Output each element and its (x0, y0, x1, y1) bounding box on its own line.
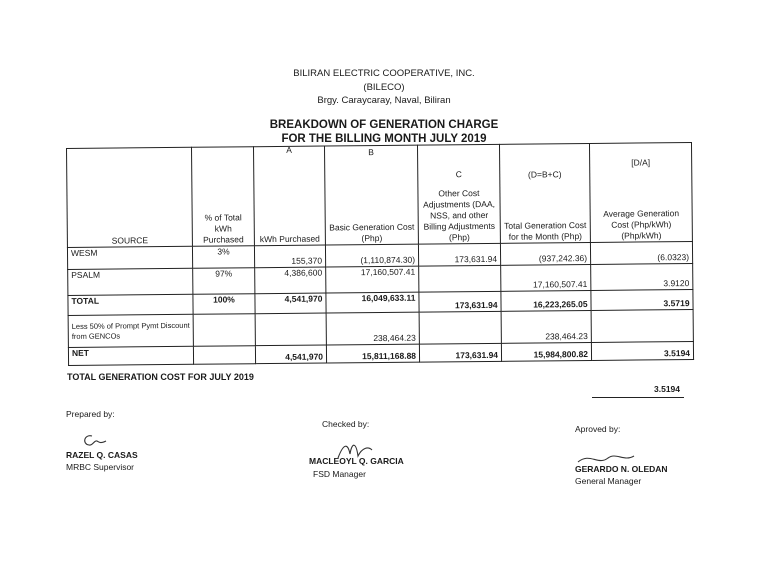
checked-by-name: MACLEOYL Q. GARCIA (309, 456, 404, 466)
cell-pct: 97% (193, 268, 255, 295)
cell-source: PSALM (68, 268, 193, 295)
cell-kwh: 155,370 (254, 245, 325, 268)
column-header-avg: [D/A] Average Generation Cost (Php/kWh) (Php/kWh) (589, 142, 692, 242)
column-header-other: C Other Cost Adjustments (DAA, NSS, and other Billing Adjustments (Php) (417, 144, 500, 244)
cell-pct (193, 314, 255, 347)
cell-basic: 238,464.23 (326, 312, 419, 345)
cell-avg (591, 309, 693, 342)
cell-other: 173,631.94 (419, 291, 501, 312)
cell-basic: 16,049,633.11 (326, 292, 419, 313)
cell-avg: 3.5719 (591, 289, 693, 310)
cell-total: 15,984,800.82 (501, 342, 591, 361)
cell-pct: 100% (193, 294, 255, 315)
cell-kwh (255, 313, 326, 346)
cell-other (419, 311, 501, 344)
cell-basic: 17,160,507.41 (326, 266, 419, 293)
cell-total: 17,160,507.41 (501, 264, 591, 291)
cell-other: 173,631.94 (418, 243, 500, 266)
cell-avg: 3.9120 (591, 263, 693, 290)
prepared-by-name: RAZEL Q. CASAS (66, 450, 138, 460)
cell-kwh: 4,541,970 (255, 345, 326, 364)
org-name: BILIRAN ELECTRIC COOPERATIVE, INC. (293, 68, 475, 79)
cell-basic: (1,110,874.30) (325, 244, 418, 267)
cell-other: 173,631.94 (419, 343, 501, 362)
approved-by-name: GERARDO N. OLEDAN (575, 464, 668, 474)
prepared-signature-icon (80, 432, 110, 450)
cell-source: TOTAL (68, 294, 193, 315)
column-header-basic: B Basic Generation Cost (Php) (324, 145, 418, 245)
column-header-source: SOURCE (67, 147, 193, 247)
column-header-kwh: A kWh Purchased (253, 146, 325, 246)
checked-by-position: FSD Manager (313, 469, 366, 479)
checked-by-caption: Checked by: (322, 419, 370, 429)
cell-total: (937,242.36) (500, 242, 590, 265)
total-cost-underline (592, 397, 684, 398)
prepared-by-caption: Prepared by: (66, 409, 115, 419)
cell-other (419, 265, 501, 292)
approved-by-caption: Aproved by: (575, 424, 621, 434)
total-cost-value: 3.5194 (654, 384, 680, 394)
org-address: Brgy. Caraycaray, Naval, Biliran (317, 95, 451, 106)
document-title: BREAKDOWN OF GENERATION CHARGE (269, 119, 499, 131)
cell-kwh: 4,541,970 (255, 293, 326, 314)
cell-total: 16,223,265.05 (501, 290, 591, 311)
cell-source: WESM (67, 246, 192, 269)
cell-kwh: 4,386,600 (255, 267, 326, 294)
document-subtitle: FOR THE BILLING MONTH JULY 2019 (281, 133, 487, 145)
prepared-by-position: MRBC Supervisor (66, 462, 135, 472)
org-abbreviation: (BILECO) (363, 82, 405, 93)
cell-total: 238,464.23 (501, 310, 591, 343)
generation-charge-table (66, 142, 694, 366)
total-cost-label: TOTAL GENERATION COST FOR JULY 2019 (67, 372, 254, 382)
column-header-total: (D=B+C) Total Generation Cost for the Month (Php) (499, 143, 590, 243)
cell-pct (193, 346, 255, 365)
approved-by-position: General Manager (575, 476, 642, 486)
cell-avg: (6.0323) (590, 241, 692, 264)
cell-pct: 3% (192, 246, 254, 269)
column-header-pct: % of Total kWh Purchased (191, 147, 254, 247)
cell-avg: 3.5194 (591, 341, 693, 360)
table-header-row (67, 142, 693, 247)
cell-source: Less 50% of Prompt Pymt Discount from GENCOs (68, 314, 193, 347)
cell-source: NET (68, 346, 193, 365)
cell-basic: 15,811,168.88 (326, 344, 419, 363)
